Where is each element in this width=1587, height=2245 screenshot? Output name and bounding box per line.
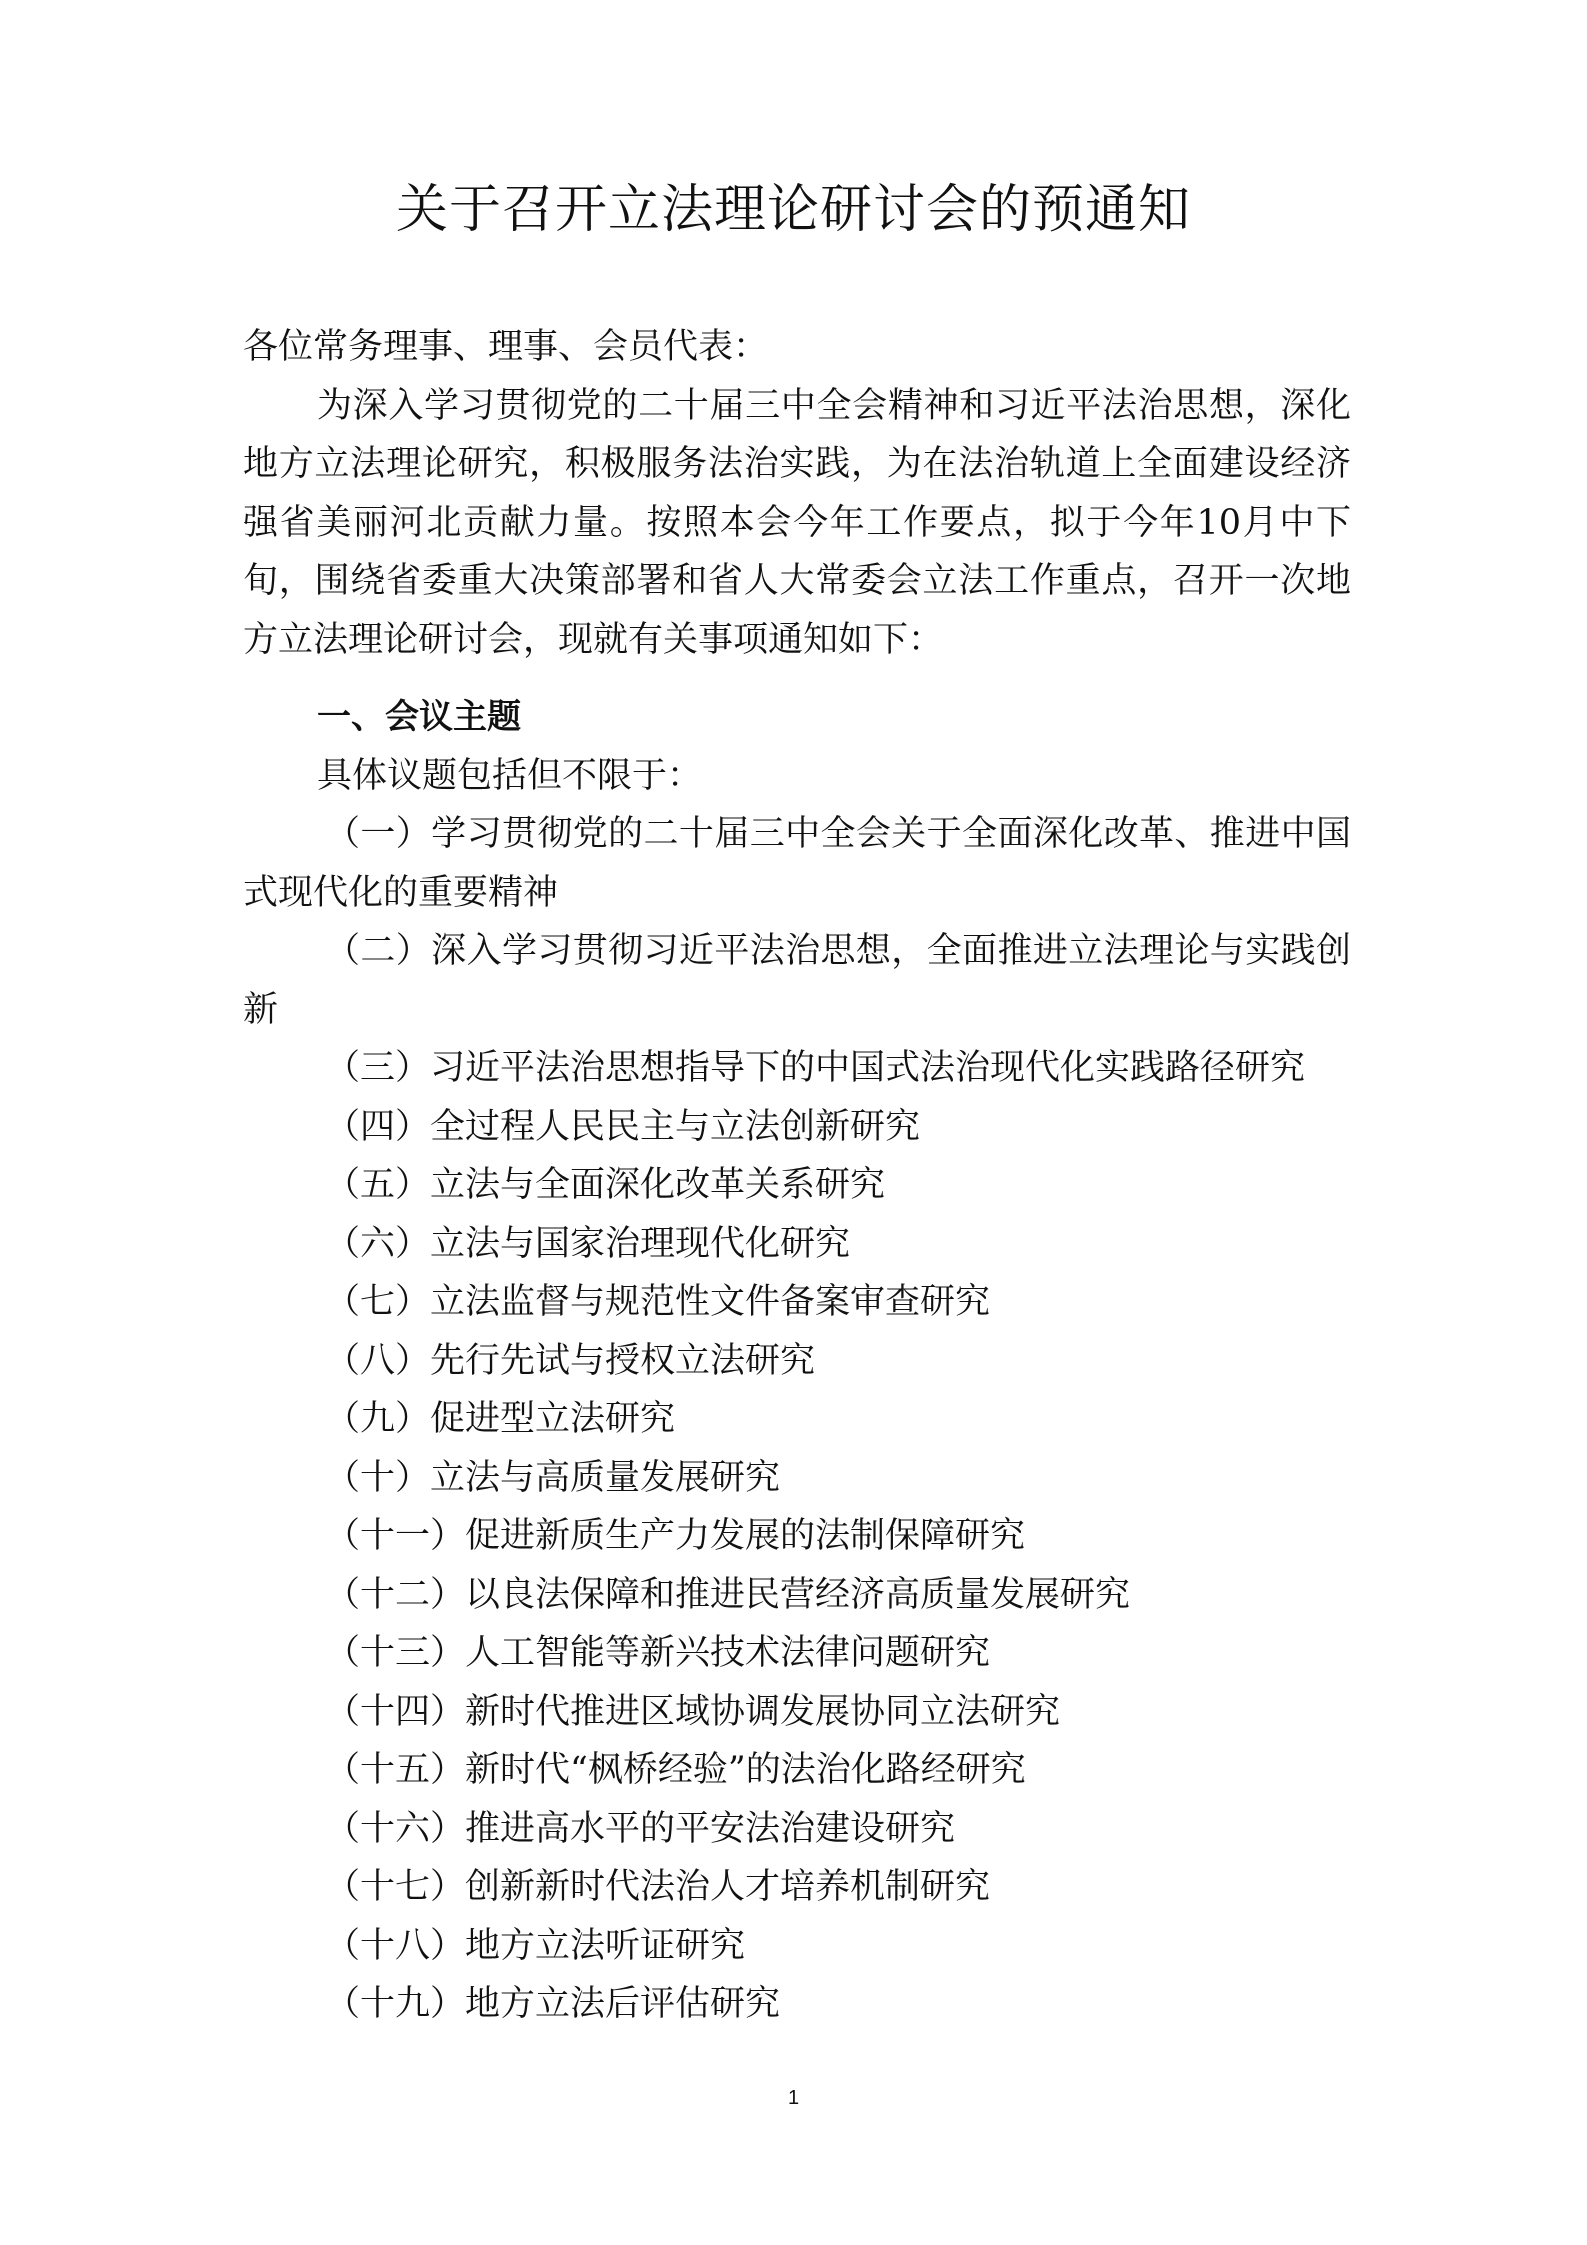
topic-item: （七）立法监督与规范性文件备案审查研究 <box>325 1282 991 1322</box>
topic-item: （十一）促进新质生产力发展的法制保障研究 <box>325 1516 1026 1556</box>
topic-item: （一）学习贯彻党的二十届三中全会关于全面深化改革、推进中国式现代化的重要精神 <box>243 814 1351 913</box>
topic-item: （十）立法与高质量发展研究 <box>325 1457 781 1498</box>
topic-item: （三）习近平法治思想指导下的中国式法治现代化实践路径研究 <box>325 1048 1306 1088</box>
topics-lead: 具体议题包括但不限于： <box>317 755 703 796</box>
topic-item: （十八）地方立法听证研究 <box>325 1925 746 1966</box>
topic-item: （六）立法与国家治理现代化研究 <box>325 1223 851 1264</box>
document-body <box>243 318 1351 2034</box>
section-heading-meeting-theme: 一、会议主题 <box>317 697 521 737</box>
intro-paragraph: 为深入学习贯彻党的二十届三中全会精神和习近平法治思想，深化地方立法理论研究，积极服务法治实践，为在法治轨道上全面建设经济强省美丽河北贡献力量。按照本会今年工作要点，拟于今年10月中下旬，围绕省委重大决策部署和省人大常委会立法工作重点，召开一次地方立法理论研讨会，现就有关事项通知如下： <box>243 385 1351 660</box>
topic-item: （八）先行先试与授权立法研究 <box>325 1340 816 1381</box>
topic-item: （五）立法与全面深化改革关系研究 <box>325 1165 886 1205</box>
topic-item: （十七）创新新时代法治人才培养机制研究 <box>325 1867 991 1907</box>
salutation: 各位常务理事、理事、会员代表： <box>243 327 769 367</box>
topic-item: （十三）人工智能等新兴技术法律问题研究 <box>325 1633 991 1673</box>
topic-item: （九）促进型立法研究 <box>325 1399 676 1439</box>
topic-item: （十二）以良法保障和推进民营经济高质量发展研究 <box>325 1574 1131 1615</box>
topic-item: （二）深入学习贯彻习近平法治思想，全面推进立法理论与实践创新 <box>243 931 1351 1030</box>
document-title: 关于召开立法理论研讨会的预通知 <box>395 180 1191 240</box>
topic-item: （十九）地方立法后评估研究 <box>325 1984 781 2024</box>
page-number: 1 <box>787 2087 800 2109</box>
topic-item: （四）全过程人民民主与立法创新研究 <box>325 1106 921 1147</box>
topic-item: （十六）推进高水平的平安法治建设研究 <box>325 1808 956 1849</box>
topic-item: （十四）新时代推进区域协调发展协同立法研究 <box>325 1691 1061 1732</box>
topic-item: （十五）新时代“枫桥经验”的法治化路经研究 <box>325 1750 1026 1790</box>
